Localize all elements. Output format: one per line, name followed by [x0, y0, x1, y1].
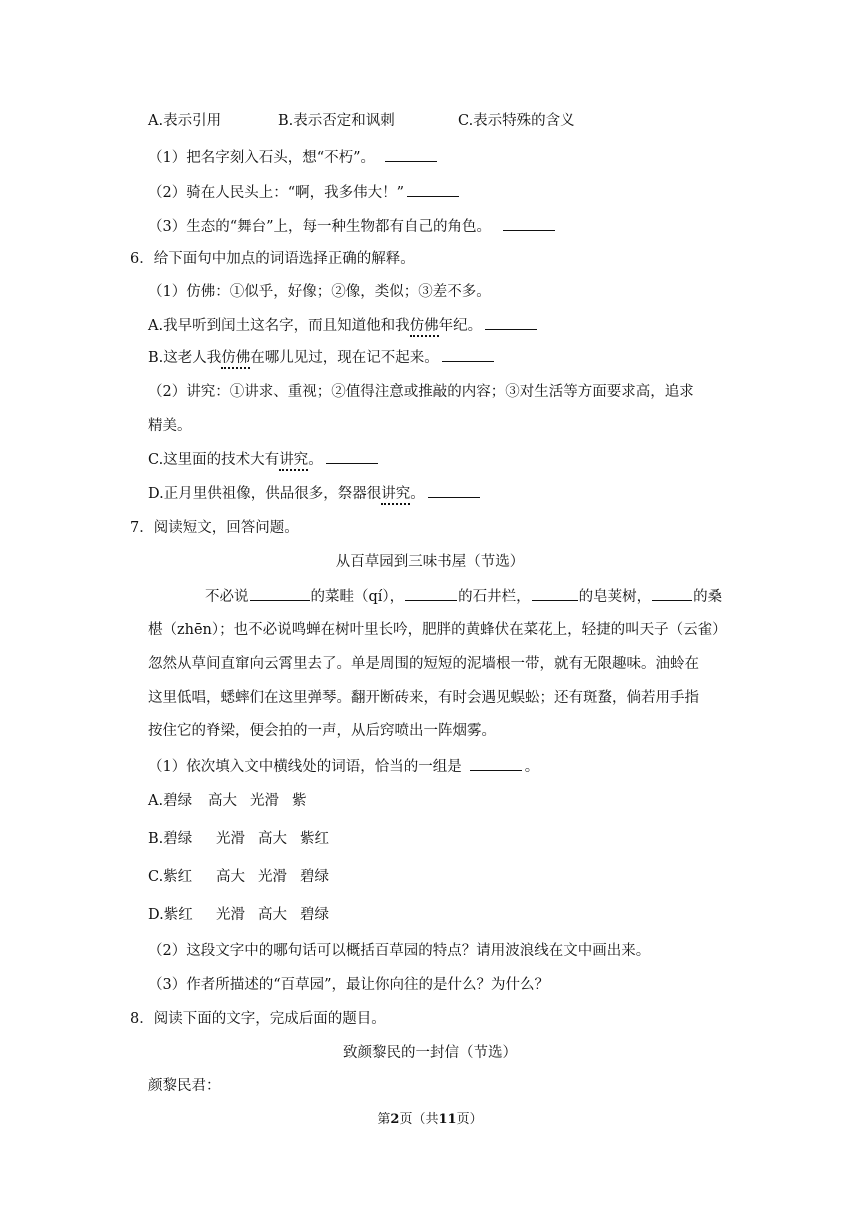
q5-item-3: [148, 216, 558, 237]
q7-sub1-answer-blank[interactable]: [470, 756, 522, 771]
q6-c-answer-blank[interactable]: [326, 449, 378, 464]
footer-post: 页）: [456, 1112, 483, 1127]
q7-choice-c-label: C.紫红: [148, 869, 193, 885]
q7-fill-blank-1[interactable]: [250, 586, 310, 601]
q6-c-pre: C.这里面的技术大有: [148, 452, 280, 468]
footer-total-pages: 11: [438, 1112, 457, 1127]
footer-page-number: 2: [390, 1112, 400, 1127]
q5-item-2: [148, 182, 462, 203]
q5-item-2-answer-blank[interactable]: [407, 182, 459, 197]
q6-a-pre: A.我早听到闰土这名字，而且知道他和我: [148, 318, 410, 334]
q7-choice-b-label: B.碧绿: [148, 831, 193, 847]
q7-p1-c: 的石井栏，: [458, 589, 531, 605]
q8-salutation: 颜黎民君：: [148, 1078, 221, 1094]
page-footer: [0, 1110, 860, 1130]
q6-b-answer-blank[interactable]: [442, 347, 494, 362]
q8-passage-title: 致颜黎民的一封信（节选）: [343, 1045, 517, 1061]
q7-fill-blank-3[interactable]: [532, 586, 578, 601]
q7-passage-title: 从百草园到三味书屋（节选）: [335, 554, 525, 570]
q6-b-post: 在哪儿见过，现在记不起来。: [250, 350, 439, 366]
q6-stem: 6．给下面句中加点的词语选择正确的解释。: [130, 251, 415, 267]
q7-passage-line-3: 忽然从草间直窜向云霄里去了。单是周围的短短的泥墙根一带，就有无限趣味。油蛉在: [148, 656, 699, 672]
q5-item-2-text: （2）骑在人民头上：“啊，我多伟大！”: [148, 185, 405, 201]
q7-choice-d-label: D.紫红: [148, 907, 193, 923]
q7-choice-d-word-2: 高大: [258, 907, 287, 923]
q6-part2-definition-line2: 精美。: [148, 418, 192, 434]
q8-stem: 8．阅读下面的文字，完成后面的题目。: [130, 1011, 386, 1027]
q7-choice-a-word-3: 紫: [292, 793, 307, 809]
q6-c-post: 。: [308, 452, 323, 468]
q7-sub-question-1: [148, 756, 539, 777]
q6-a-answer-blank[interactable]: [485, 315, 537, 330]
q7-choice-d: [148, 905, 329, 925]
q7-passage-line-5: 按住它的脊梁，便会拍的一声，从后窍喷出一阵烟雾。: [148, 723, 496, 739]
q7-choice-b-word-1: 光滑: [216, 831, 245, 847]
footer-pre: 第: [377, 1112, 391, 1127]
q7-choice-c-word-2: 光滑: [258, 869, 287, 885]
q7-choice-d-word-1: 光滑: [216, 907, 245, 923]
q5-option-c: C.表示特殊的含义: [458, 113, 575, 129]
q6-d-pre: D.正月里供祖像，供品很多，祭器很: [148, 486, 382, 502]
q7-choice-b: [148, 829, 329, 849]
q6-part2-definition-line1: （2）讲究：①讲求、重视；②值得注意或推敲的内容；③对生活等方面要求高，追求: [148, 384, 694, 400]
q7-fill-blank-4[interactable]: [652, 586, 692, 601]
q7-p1-e: 的桑: [693, 589, 723, 605]
q5-item-1-answer-blank[interactable]: [385, 147, 437, 162]
q5-option-a: A.表示引用: [148, 113, 222, 129]
q5-options: [148, 111, 575, 131]
q7-p1-b: 的菜畦（qí），: [310, 589, 405, 605]
q6-part1-definition: （1）仿佛：①似乎，好像；②像，类似；③差不多。: [148, 284, 491, 300]
q6-sentence-b: [148, 347, 497, 368]
q6-c-dotted-word: 讲究: [279, 452, 308, 471]
q7-sub-question-3: （3）作者所描述的“百草园”，最让你向往的是什么？为什么？: [148, 977, 550, 993]
q7-choice-c: [148, 867, 329, 887]
q6-b-pre: B.这老人我: [148, 350, 222, 366]
q5-option-b: B.表示否定和讽刺: [278, 113, 395, 129]
q5-item-3-answer-blank[interactable]: [503, 216, 555, 231]
q6-d-answer-blank[interactable]: [428, 483, 480, 498]
q6-d-post: 。: [410, 486, 425, 502]
q7-fill-blank-2[interactable]: [405, 586, 457, 601]
q6-sentence-a: [148, 315, 540, 336]
q7-sub1-end: 。: [524, 759, 540, 775]
q7-p1-a: 不必说: [205, 589, 249, 605]
q6-a-dotted-word: 仿佛: [410, 318, 439, 337]
q6-b-dotted-word: 仿佛: [221, 350, 250, 369]
q5-item-1-text: （1）把名字刻入石头，想“不朽”。: [148, 150, 376, 166]
q7-choice-c-word-3: 碧绿: [300, 869, 329, 885]
q7-choice-c-word-1: 高大: [216, 869, 245, 885]
footer-mid: 页（共: [399, 1112, 439, 1127]
q7-choice-a-word-1: 高大: [208, 793, 237, 809]
q7-choice-a-word-2: 光滑: [250, 793, 279, 809]
q6-sentence-d: [148, 483, 483, 504]
q7-passage-line-4: 这里低唱，蟋蟀们在这里弹琴。翻开断砖来，有时会遇见蜈蚣；还有斑蝥，倘若用手指: [148, 690, 699, 706]
q7-p1-d: 的皂荚树，: [578, 589, 652, 605]
q7-passage-line-1: [205, 586, 722, 607]
q7-choice-b-word-2: 高大: [258, 831, 287, 847]
q6-d-dotted-word: 讲究: [381, 486, 410, 505]
q7-passage-line-2: 椹（zhēn）；也不必说鸣蝉在树叶里长吟，肥胖的黄蜂伏在菜花上，轻捷的叫天子（云雀）: [148, 622, 727, 638]
q5-item-3-text: （3）生态的“舞台”上，每一种生物都有自己的角色。: [148, 219, 492, 235]
q7-choice-a: [148, 791, 307, 811]
q7-sub1-text: （1）依次填入文中横线处的词语，恰当的一组是: [148, 759, 462, 775]
q7-choice-d-word-3: 碧绿: [300, 907, 329, 923]
q6-a-post: 年纪。: [438, 318, 483, 334]
q5-item-1: [148, 147, 440, 168]
q7-sub-question-2: （2）这段文字中的哪句话可以概括百草园的特点？请用波浪线在文中画出来。: [148, 943, 651, 959]
q7-choice-b-word-3: 紫红: [300, 831, 329, 847]
q7-stem: 7．阅读短文，回答问题。: [130, 520, 299, 536]
q7-choice-a-label: A.碧绿: [148, 793, 193, 809]
q6-sentence-c: [148, 449, 381, 470]
